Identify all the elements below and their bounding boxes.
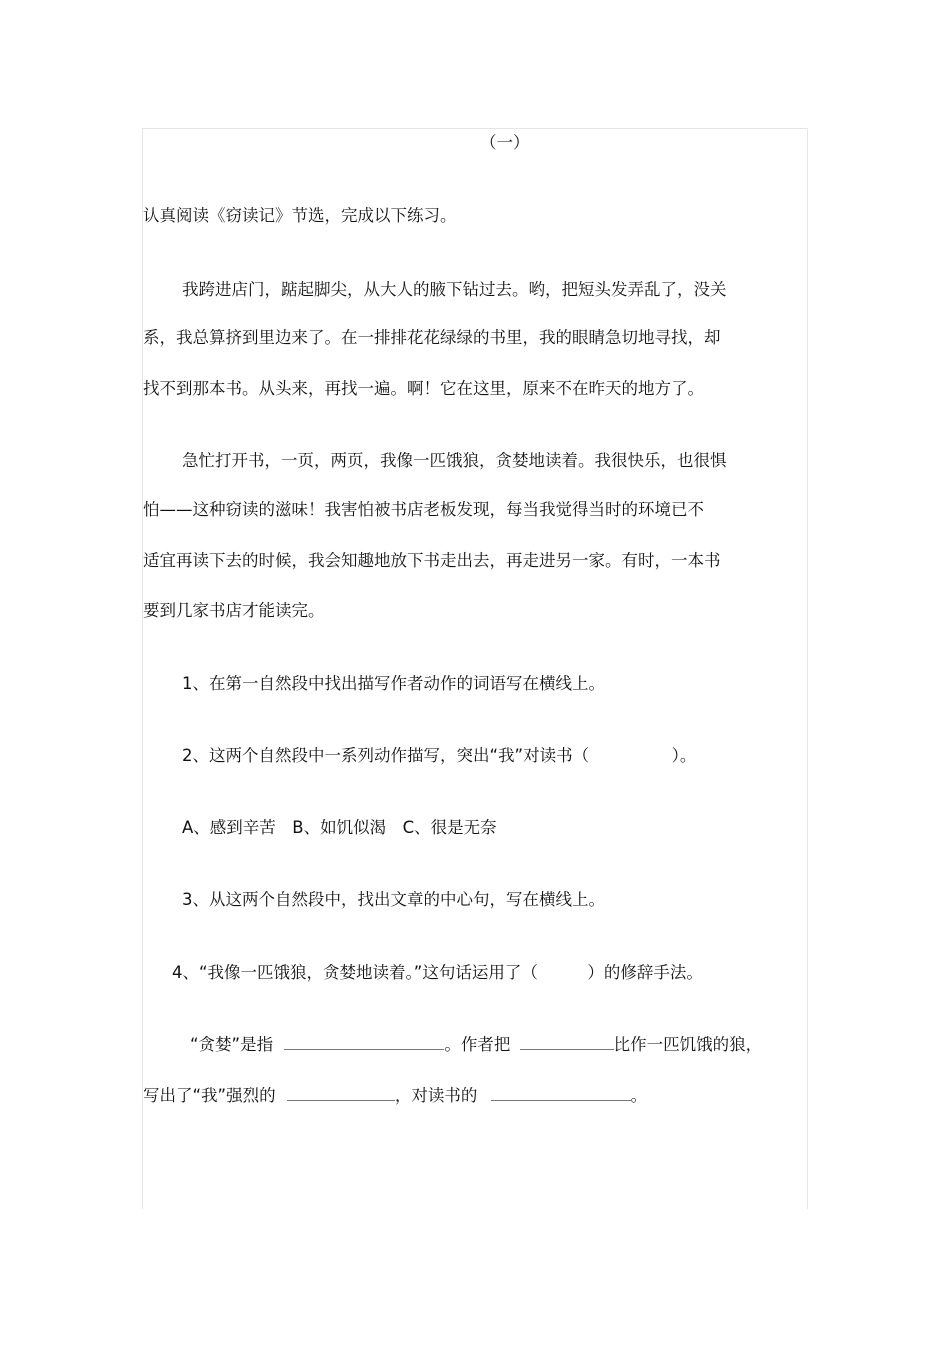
question-3: 3、从这两个自然段中，找出文章的中心句，写在横线上。 xyxy=(182,890,605,909)
section-heading: （一） xyxy=(480,133,530,152)
q4-text-e: ，对读书的 xyxy=(394,1086,478,1105)
question-1: 1、在第一自然段中找出描写作者动作的词语写在横线上。 xyxy=(182,674,605,693)
paragraph1-line1: 我跨进店门，踮起脚尖，从大人的腋下钻过去。哟，把短头发弄乱了，没关 xyxy=(182,280,727,299)
q4-text-a: “贪婪”是指 xyxy=(190,1035,274,1054)
q4-text-d: 写出了“我”强烈的 xyxy=(143,1086,276,1105)
question-4: 4、“我像一匹饿狼，贪婪地读着。”这句话运用了（ ）的修辞手法。 xyxy=(172,963,703,982)
answer-blank-desire[interactable] xyxy=(287,1084,395,1101)
q4-text-f: 。 xyxy=(630,1086,648,1105)
answer-blank-meaning[interactable] xyxy=(284,1033,444,1050)
question-4-fill-line1 xyxy=(190,1033,762,1056)
question-2: 2、这两个自然段中一系列动作描写，突出“我”对读书（ ）。 xyxy=(182,746,697,765)
question-4-fill-line2 xyxy=(143,1084,647,1107)
paragraph1-line2: 系，我总算挤到里边来了。在一排排花花绿绿的书里，我的眼睛急切地寻找，却 xyxy=(143,328,721,347)
paragraph2-line1: 急忙打开书，一页，两页，我像一匹饿狼，贪婪地读着。我很快乐，也很惧 xyxy=(182,451,727,470)
paragraph2-line2: 怕——这种窃读的滋味！我害怕被书店老板发现，每当我觉得当时的环境已不 xyxy=(143,500,704,519)
q4-text-b: 。作者把 xyxy=(444,1035,511,1054)
answer-blank-attitude[interactable] xyxy=(491,1084,631,1101)
instruction-text: 认真阅读《窃读记》节选，完成以下练习。 xyxy=(143,206,457,225)
question-2-options: A、感到辛苦 B、如饥似渴 C、很是无奈 xyxy=(182,818,497,837)
paragraph2-line4: 要到几家书店才能读完。 xyxy=(143,601,325,620)
q4-text-c: 比作一匹饥饿的狼， xyxy=(613,1035,763,1054)
answer-blank-subject[interactable] xyxy=(520,1033,614,1050)
paragraph2-line3: 适宜再读下去的时候，我会知趣地放下书走出去，再走进另一家。有时，一本书 xyxy=(143,551,721,570)
paragraph1-line3: 找不到那本书。从头来，再找一遍。啊！它在这里，原来不在昨天的地方了。 xyxy=(143,379,704,398)
